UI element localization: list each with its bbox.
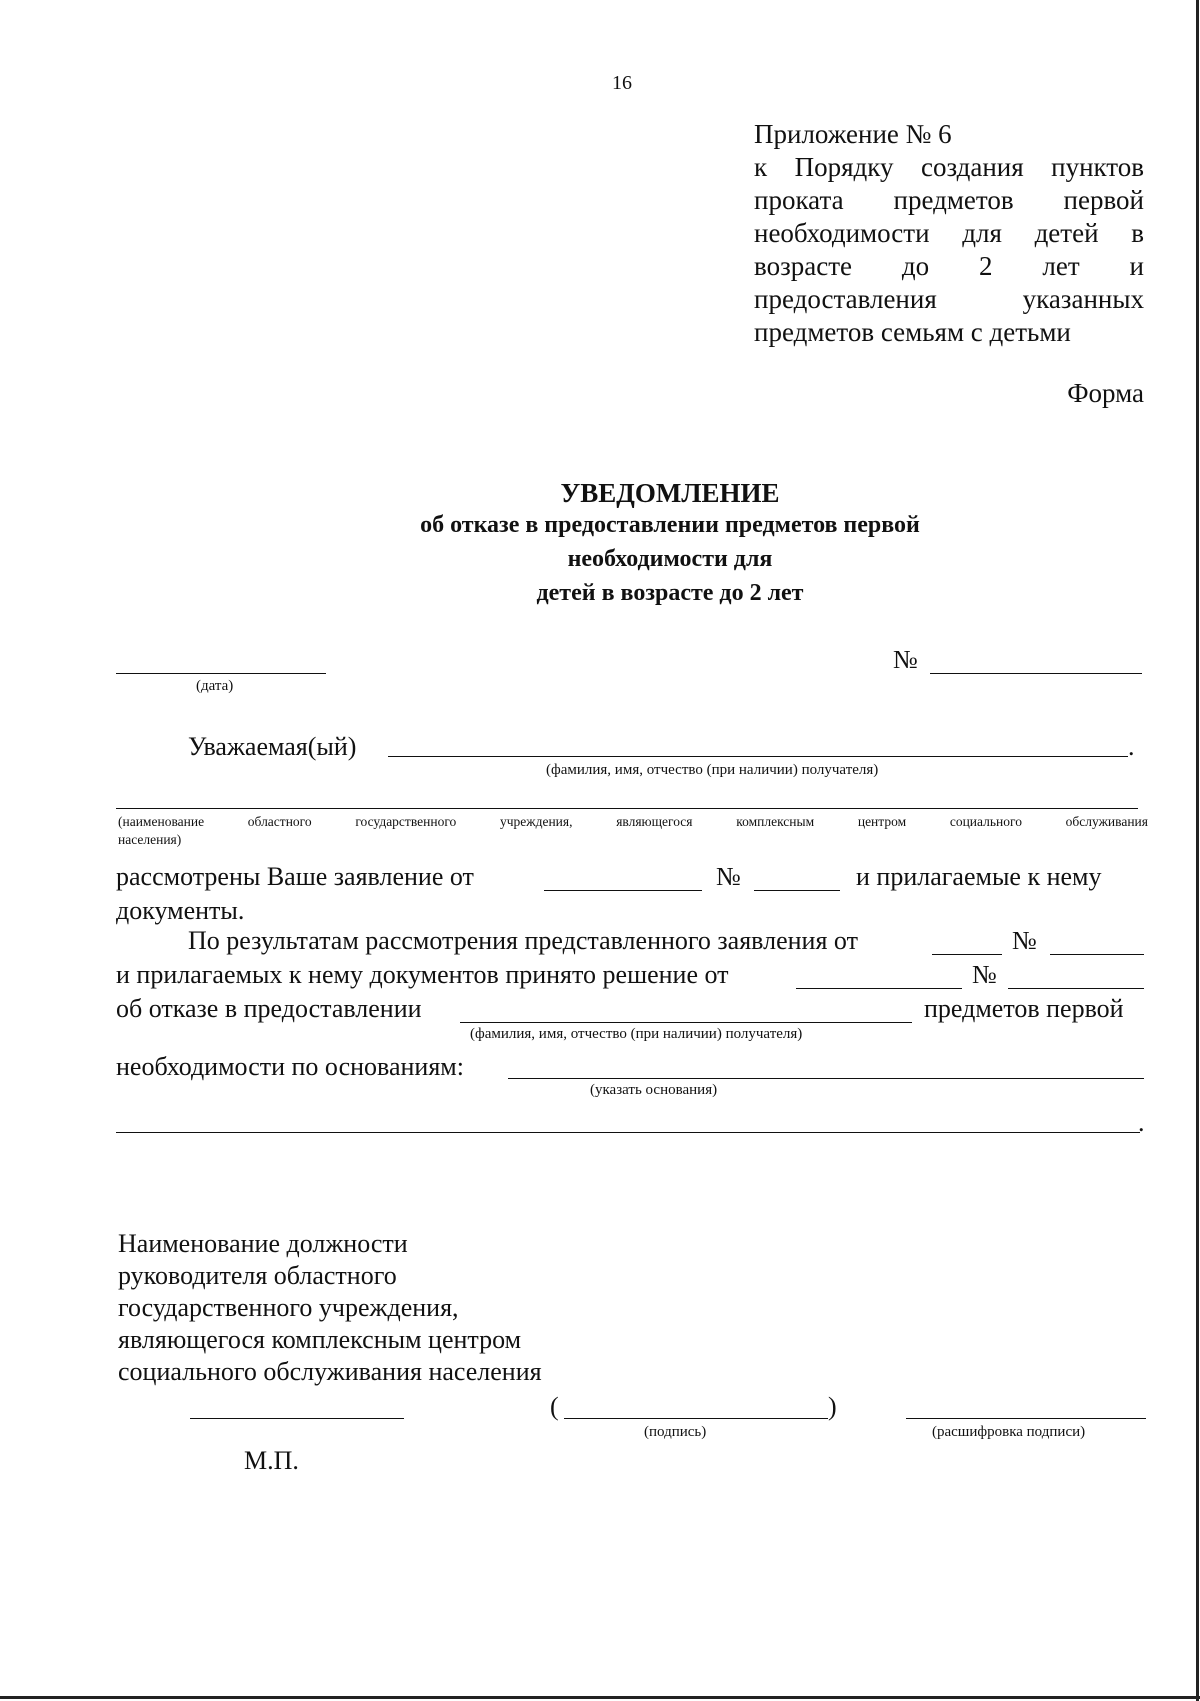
signature-decoding-line (906, 1418, 1146, 1419)
number-field-line (930, 673, 1142, 674)
refusal-caption: (фамилия, имя, отчество (при наличии) получателя) (470, 1026, 803, 1042)
grounds-end: . (1138, 1108, 1145, 1137)
application-number-label: № (716, 862, 741, 891)
appendix-reference (754, 118, 1144, 349)
scan-border-bottom (0, 1696, 1200, 1699)
official-position (118, 1228, 542, 1388)
position-sign-line (190, 1418, 404, 1419)
position-line: Наименование должности (118, 1229, 408, 1258)
scan-border-right (1196, 0, 1199, 1701)
institution-name-line (116, 808, 1138, 809)
signature-open-paren: ( (550, 1392, 559, 1421)
decision-text: и прилагаемых к нему документов принято решение от (116, 960, 729, 989)
results-number-label: № (1012, 926, 1037, 955)
position-line: являющегося комплексным центром (118, 1325, 522, 1354)
appendix-line: возрасте до 2 лет и (754, 251, 1144, 281)
document-subtitle-line: необходимости для (567, 546, 773, 572)
salutation-end: . (1128, 732, 1135, 761)
decision-number-label: № (972, 960, 997, 989)
refusal-tail-text: предметов первой (924, 994, 1124, 1023)
signature-decoding-caption: (расшифровка подписи) (932, 1424, 1086, 1440)
stamp-place: М.П. (244, 1446, 299, 1475)
decision-number-line (1008, 988, 1144, 989)
grounds-text: необходимости по основаниям: (116, 1052, 464, 1081)
form-label: Форма (1067, 378, 1144, 408)
results-date-line (932, 954, 1002, 955)
grounds-continuation-line (116, 1132, 1140, 1133)
documents-text: документы. (116, 896, 245, 925)
appendix-line: проката предметов первой (754, 185, 1144, 215)
page-number: 16 (612, 72, 632, 94)
appendix-line: необходимости для детей в (754, 218, 1144, 248)
appendix-line: предметов семьям с детьми (754, 317, 1071, 347)
position-line: государственного учреждения, (118, 1293, 459, 1322)
appendix-line: предоставления указанных (754, 284, 1144, 314)
grounds-caption: (указать основания) (590, 1082, 718, 1098)
institution-caption-cont: населения) (118, 832, 182, 847)
institution-caption: (наименование областного государственного учреждения, являющегося комплексным центром социального обслуживания (118, 814, 1148, 829)
signature-close-paren: ) (828, 1392, 837, 1421)
attached-docs-text: и прилагаемые к нему (856, 862, 1102, 891)
appendix-line: Приложение № 6 (754, 119, 952, 149)
date-field-line (116, 673, 326, 674)
application-number-line (754, 890, 840, 891)
signature-caption: (подпись) (644, 1424, 707, 1440)
document-subtitle-line: об отказе в предоставлении предметов первой (420, 512, 920, 538)
salutation: Уважаемая(ый) (188, 732, 357, 761)
document-subtitle-line: детей в возрасте до 2 лет (536, 580, 804, 606)
refusal-recipient-line (460, 1022, 912, 1023)
appendix-line: к Порядку создания пунктов (754, 152, 1144, 182)
date-caption: (дата) (196, 678, 234, 694)
refusal-text: об отказе в предоставлении (116, 994, 422, 1023)
recipient-caption: (фамилия, имя, отчество (при наличии) получателя) (546, 762, 879, 778)
application-date-line (544, 890, 702, 891)
document-title: УВЕДОМЛЕНИЕ (560, 478, 780, 508)
reviewed-text: рассмотрены Ваше заявление от (116, 862, 474, 891)
position-line: руководителя областного (118, 1261, 397, 1290)
results-text: По результатам рассмотрения представленного заявления от (188, 926, 858, 955)
results-number-line (1050, 954, 1144, 955)
number-label: № (893, 645, 918, 674)
signature-line (564, 1418, 828, 1419)
decision-date-line (796, 988, 962, 989)
recipient-name-line (388, 756, 1128, 757)
grounds-line (508, 1078, 1144, 1079)
position-line: социального обслуживания населения (118, 1357, 542, 1386)
